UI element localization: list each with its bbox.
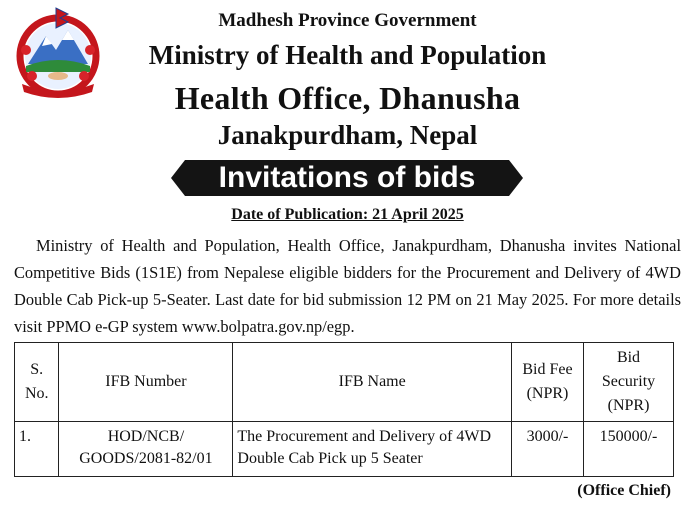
banner-title: Invitations of bids bbox=[218, 161, 476, 194]
province-heading: Madhesh Province Government bbox=[218, 10, 477, 31]
notice-page bbox=[4, 2, 683, 505]
col-bid-security-line1: Bid bbox=[616, 349, 641, 366]
col-bid-fee-line2: (NPR) bbox=[526, 385, 569, 402]
table-row bbox=[15, 422, 674, 477]
cell-bid-fee: 3000/- bbox=[511, 422, 583, 477]
cell-ifb-name: The Procurement and Delivery of 4WD Double Cab Pick up 5 Seater bbox=[233, 422, 512, 477]
office-heading: Health Office, Dhanusha bbox=[174, 80, 521, 116]
office-chief-signature: (Office Chief) bbox=[577, 482, 671, 499]
cell-bid-security: 150000/- bbox=[584, 422, 674, 477]
col-sn bbox=[15, 343, 59, 422]
col-sn-line2: No. bbox=[24, 385, 49, 402]
bids-table bbox=[14, 342, 674, 477]
col-ifb-number: IFB Number bbox=[59, 343, 233, 422]
publication-date: Date of Publication: 21 April 2025 bbox=[231, 206, 464, 223]
cell-ifb-number-line2: GOODS/2081-82/01 bbox=[79, 450, 213, 467]
table-header-row bbox=[15, 343, 674, 422]
col-bid-security-line3: (NPR) bbox=[607, 397, 650, 414]
cell-sn: 1. bbox=[15, 422, 59, 477]
col-bid-fee-line1: Bid Fee bbox=[522, 361, 573, 378]
cell-ifb-number-line1: HOD/NCB/ bbox=[107, 428, 185, 445]
title-banner bbox=[171, 160, 523, 196]
ministry-heading: Ministry of Health and Population bbox=[148, 40, 547, 70]
notice-body: Ministry of Health and Population, Health Office, Janakpurdham, Dhanusha invites National Competitive Bids (1S1E) from Nepalese eligible bidders for the Procurement and Delivery of 4WD Double Cab Pick-up 5-Seater. Last date for bid submission 12 PM on 21 May 2025. For more details visit PPMO e-GP system www.bolpatra.gov.np/egp. bbox=[14, 236, 681, 336]
location-heading: Janakpurdham, Nepal bbox=[217, 120, 478, 150]
col-bid-fee bbox=[511, 343, 583, 422]
cell-ifb-number bbox=[59, 422, 233, 477]
col-bid-security-line2: Security bbox=[601, 373, 656, 390]
col-bid-security bbox=[584, 343, 674, 422]
col-sn-line1: S. bbox=[30, 361, 44, 378]
col-ifb-name: IFB Name bbox=[233, 343, 512, 422]
